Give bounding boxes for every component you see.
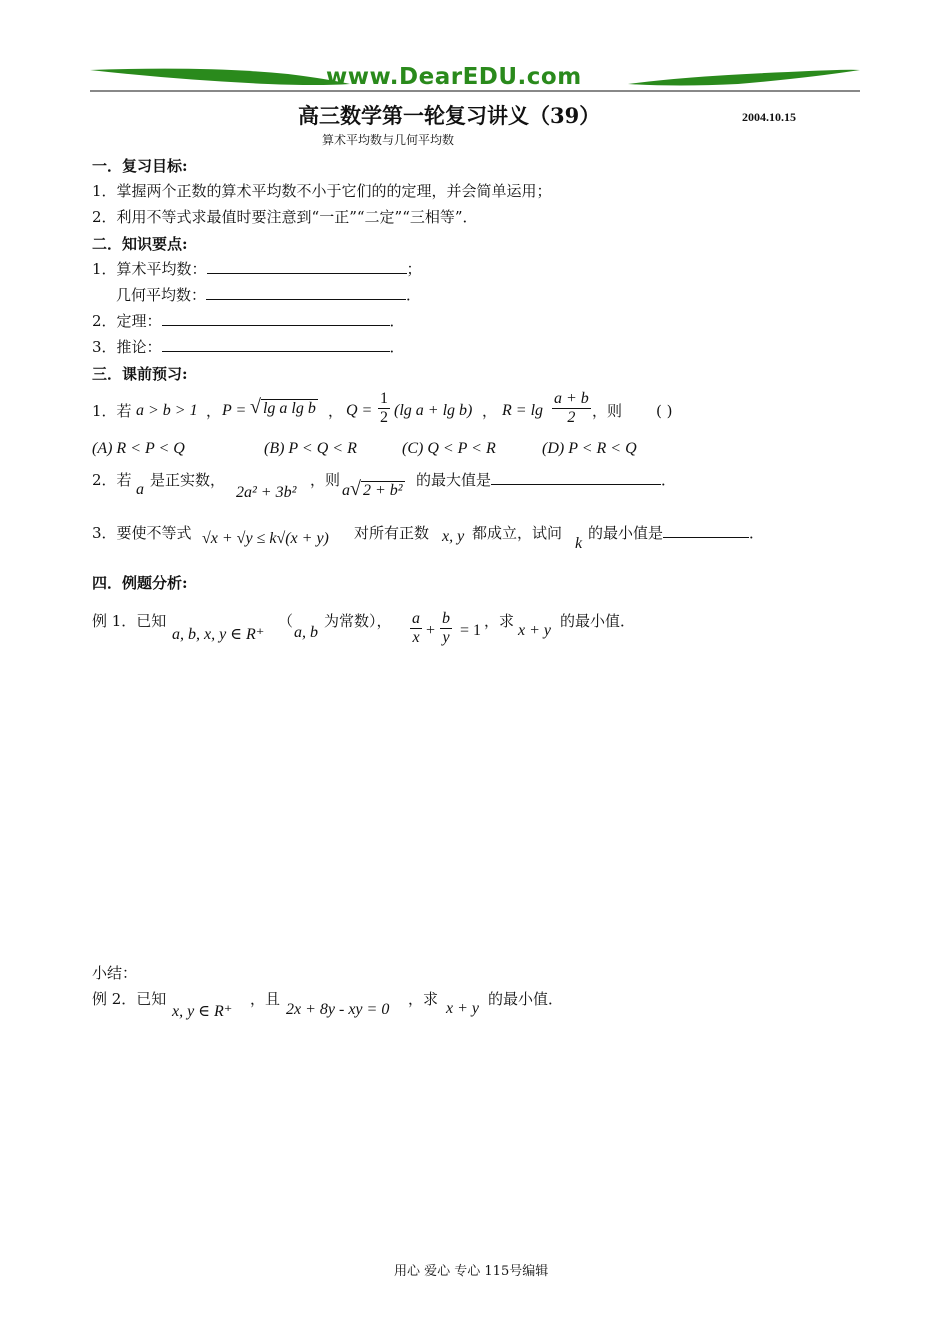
q1-Q-fraction: $\frac{1}{2}$	[380, 390, 388, 426]
ex1-frac-b-y: $\frac{b}{y}$	[442, 610, 450, 646]
ex1-const: 为常数），	[324, 612, 392, 630]
ex1-ab: a, b	[294, 624, 318, 641]
blank-corollary[interactable]	[162, 337, 390, 352]
goal-item-1: 1．掌握两个正数的算术平均数不小于它们的的定理，并会简单运用；	[92, 182, 552, 200]
banner-swoosh-right	[628, 70, 860, 86]
q1-option-d[interactable]: (D) P < R < Q	[542, 440, 637, 457]
q2-text1: 是正实数，	[150, 471, 226, 489]
section4-heading: 四．例题分析:	[92, 574, 188, 592]
q3-text3: 的最小值是 ．	[588, 524, 765, 542]
blank-theorem[interactable]	[162, 311, 390, 326]
banner-swoosh-left	[90, 69, 350, 85]
q2-text2: ，则	[310, 471, 341, 489]
ex2-target: x + y	[446, 1000, 479, 1017]
q2-expr2: a√ 2 + b²	[342, 478, 403, 500]
q3-label: 3．要使不等式	[92, 524, 192, 542]
q2-expr1: 2a² + 3b²	[236, 484, 297, 501]
q1-label: 1．若	[92, 402, 132, 420]
subtitle: 算术平均数与几何平均数	[322, 133, 455, 147]
knowledge-item-1a: 1．算术平均数： ；	[92, 260, 422, 278]
q3-inequality: √x + √y ≤ k√(x + y)	[202, 530, 329, 547]
knowledge-item-1b: 几何平均数： ．	[116, 286, 422, 304]
summary-label: 小结：	[92, 964, 138, 982]
q3-text2: 都成立，试问	[472, 524, 563, 542]
q2-label: 2．若	[92, 471, 132, 489]
q1-answer-paren[interactable]: ( )	[656, 402, 673, 420]
section3-heading: 三．课前预习:	[92, 365, 188, 383]
q2-text3: 的最大值是 ．	[416, 471, 677, 489]
q1-option-b[interactable]: (B) P < Q < R	[264, 440, 357, 457]
footer-text: 用心 爱心 专心 115号编辑	[394, 1264, 549, 1279]
sqrt-icon: √	[350, 478, 361, 500]
ex2-set: x, y ∈ R⁺	[172, 1003, 233, 1020]
q1-Q: Q =	[346, 402, 373, 419]
ex1-target: x + y	[518, 622, 551, 639]
logo-text[interactable]: www.DearEDU.com	[326, 64, 582, 90]
q1-P-sqrt: √ lg a lg b	[250, 396, 316, 418]
blank-arith-mean[interactable]	[207, 259, 407, 274]
knowledge-item-2: 2．定理： ．	[92, 312, 405, 330]
section1-heading: 一．复习目标:	[92, 157, 188, 175]
q2-a: a	[136, 481, 144, 498]
date: 2004.10.15	[742, 110, 796, 124]
ex1-frac-a-x: $\frac{a}{x}$	[412, 610, 420, 646]
q1-R: R = lg	[502, 402, 544, 419]
ex1-set: a, b, x, y ∈ R⁺	[172, 626, 265, 643]
blank-geo-mean[interactable]	[206, 285, 406, 300]
q3-text1: 对所有正数	[354, 524, 430, 542]
ex2-equation: 2x + 8y - xy = 0	[286, 1001, 390, 1018]
ex1-eq-tail: = 1	[460, 622, 482, 639]
section2-heading: 二．知识要点:	[92, 235, 188, 253]
q1-condition: a > b > 1	[136, 402, 198, 419]
q1-P: P =	[222, 402, 247, 419]
q3-k: k	[575, 535, 583, 552]
sqrt-icon: √	[250, 396, 261, 418]
ex1-tail: 的最小值．	[560, 612, 636, 630]
ex2-tail: 的最小值．	[488, 990, 564, 1008]
q1-then: ，则	[592, 402, 623, 420]
q1-R-fraction: $\frac{a + b}{2}$	[554, 390, 589, 426]
q1-option-a[interactable]: (A) R < P < Q	[92, 440, 185, 457]
knowledge-item-3: 3．推论： ．	[92, 338, 405, 356]
ex2-label: 例 2．已知	[92, 990, 167, 1008]
ex1-label: 例 1．已知	[92, 612, 167, 630]
blank-q3[interactable]	[663, 523, 749, 538]
blank-q2[interactable]	[491, 470, 661, 485]
page-title: 高三数学第一轮复习讲义（39）	[298, 103, 601, 128]
goal-item-2: 2．利用不等式求最值时要注意到“一正”“二定”“三相等”．	[92, 208, 478, 226]
q3-xy: x, y	[442, 528, 465, 545]
q1-Q-rest: (lg a + lg b)	[394, 402, 473, 419]
q1-option-c[interactable]: (C) Q < P < R	[402, 440, 496, 457]
